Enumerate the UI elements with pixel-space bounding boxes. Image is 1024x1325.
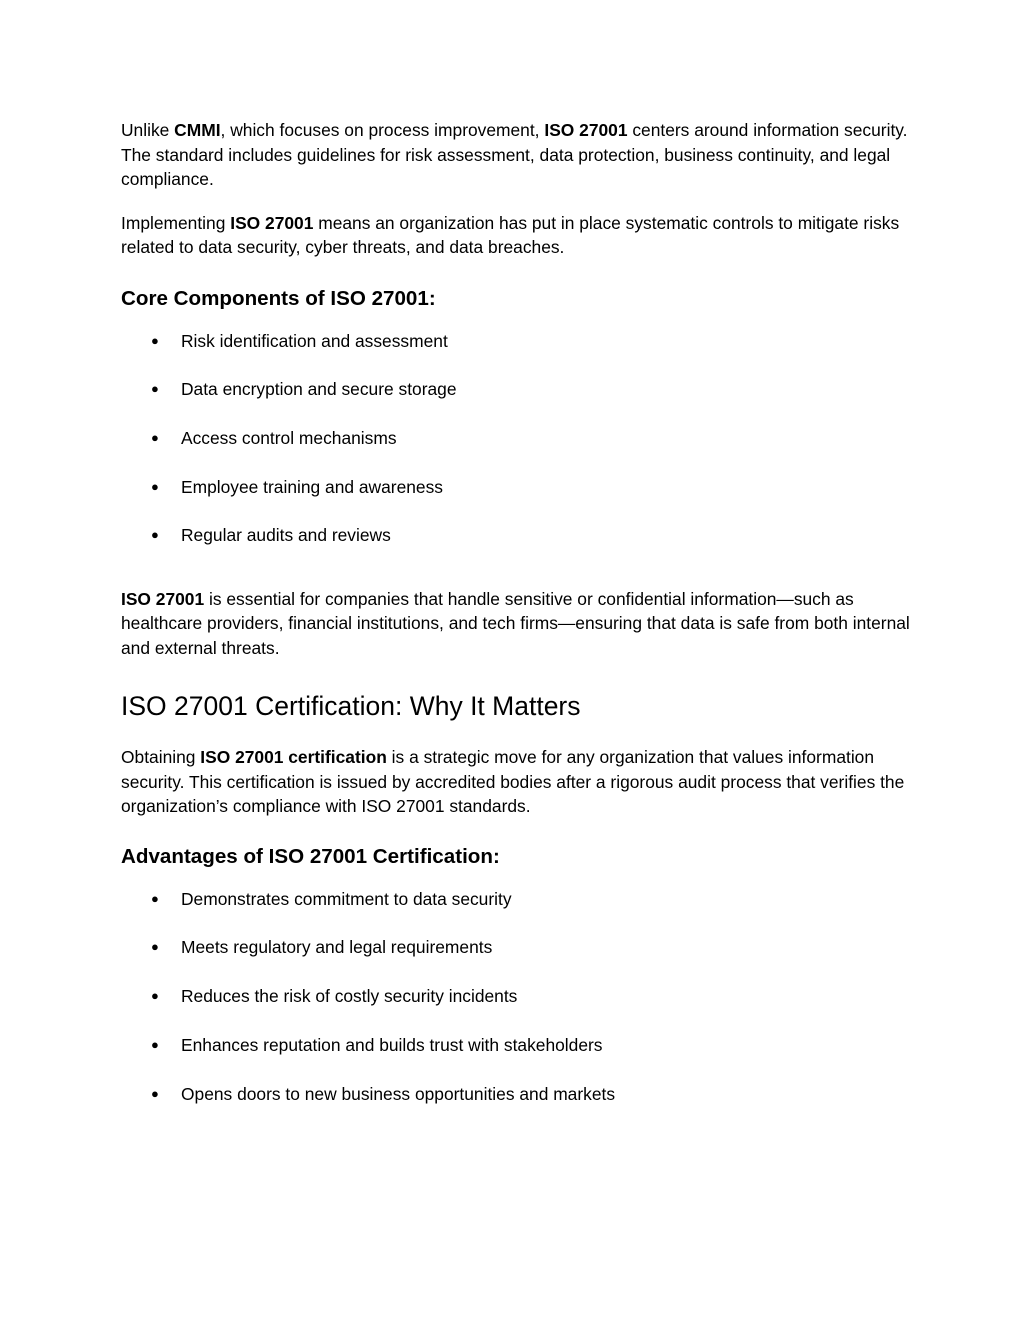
text-run: Implementing: [121, 212, 231, 233]
list-item-text: Data encryption and secure storage: [181, 379, 457, 400]
document-page: [121, 118, 911, 1130]
bold-term: ISO 27001: [121, 588, 205, 609]
paragraph-intro: [121, 118, 911, 192]
list-item: [121, 475, 911, 500]
bullet-icon: ●: [151, 381, 159, 397]
advantages-heading: Advantages of ISO 27001 Certification:: [121, 844, 500, 868]
list-item: [121, 887, 911, 912]
text-run: is a strategic move for any organization that values information security. This certification is issued by accredited bodies after a rigorous audit process that verifies the organization’s compliance with ISO 27001 standards.: [121, 747, 905, 817]
core-components-heading: Core Components of ISO 27001:: [121, 286, 436, 310]
list-item: [121, 523, 911, 548]
text-run: Obtaining: [121, 747, 201, 768]
paragraph-essential: [121, 587, 911, 661]
bullet-icon: ●: [151, 1085, 159, 1101]
bold-term: ISO 27001: [230, 212, 314, 233]
list-item-text: Demonstrates commitment to data security: [181, 888, 512, 909]
text-run: is essential for companies that handle sensitive or confidential information—such as healthcare providers, financial institutions, and tech firms—ensuring that data is safe from both internal and external threats.: [121, 588, 910, 658]
list-item-text: Opens doors to new business opportunities and markets: [181, 1083, 616, 1104]
text-run: means an organization has put in place systematic controls to mitigate risks related to data security, cyber threats, and data breaches.: [121, 212, 900, 257]
list-item-text: Access control mechanisms: [181, 427, 397, 448]
paragraph-implementing: [121, 211, 911, 260]
text-run: Unlike: [121, 120, 175, 140]
list-item-text: Regular audits and reviews: [181, 525, 391, 546]
list-item: [121, 1033, 911, 1058]
bold-term: ISO 27001: [544, 120, 628, 140]
list-item: [121, 329, 911, 354]
list-item-text: Meets regulatory and legal requirements: [181, 937, 493, 958]
bullet-icon: ●: [151, 988, 159, 1004]
list-item: [121, 1082, 911, 1107]
bullet-icon: ●: [151, 332, 159, 348]
text-run: , which focuses on process improvement,: [220, 120, 545, 140]
list-item-text: Employee training and awareness: [181, 476, 443, 497]
bold-term: ISO 27001 certification: [200, 747, 387, 768]
paragraph-obtaining: [121, 745, 911, 819]
list-item-text: Enhances reputation and builds trust with stakeholders: [181, 1034, 603, 1055]
bullet-icon: ●: [151, 527, 159, 543]
list-item-text: Risk identification and assessment: [181, 330, 448, 351]
list-item: [121, 426, 911, 451]
bullet-icon: ●: [151, 478, 159, 494]
bullet-icon: ●: [151, 939, 159, 955]
bullet-icon: ●: [151, 1036, 159, 1052]
list-item-text: Reduces the risk of costly security incidents: [181, 986, 518, 1007]
list-item: [121, 984, 911, 1009]
list-item: [121, 377, 911, 402]
bullet-icon: ●: [151, 890, 159, 906]
bullet-icon: ●: [151, 429, 159, 445]
advantages-list: [121, 887, 911, 1106]
core-components-list: [121, 329, 911, 548]
certification-section-heading: ISO 27001 Certification: Why It Matters: [121, 691, 581, 722]
text-run: centers around information security. The standard includes guidelines for risk assessment, data protection, business continuity, and legal compliance.: [121, 120, 908, 189]
list-item: [121, 935, 911, 960]
bold-term: CMMI: [174, 120, 221, 140]
